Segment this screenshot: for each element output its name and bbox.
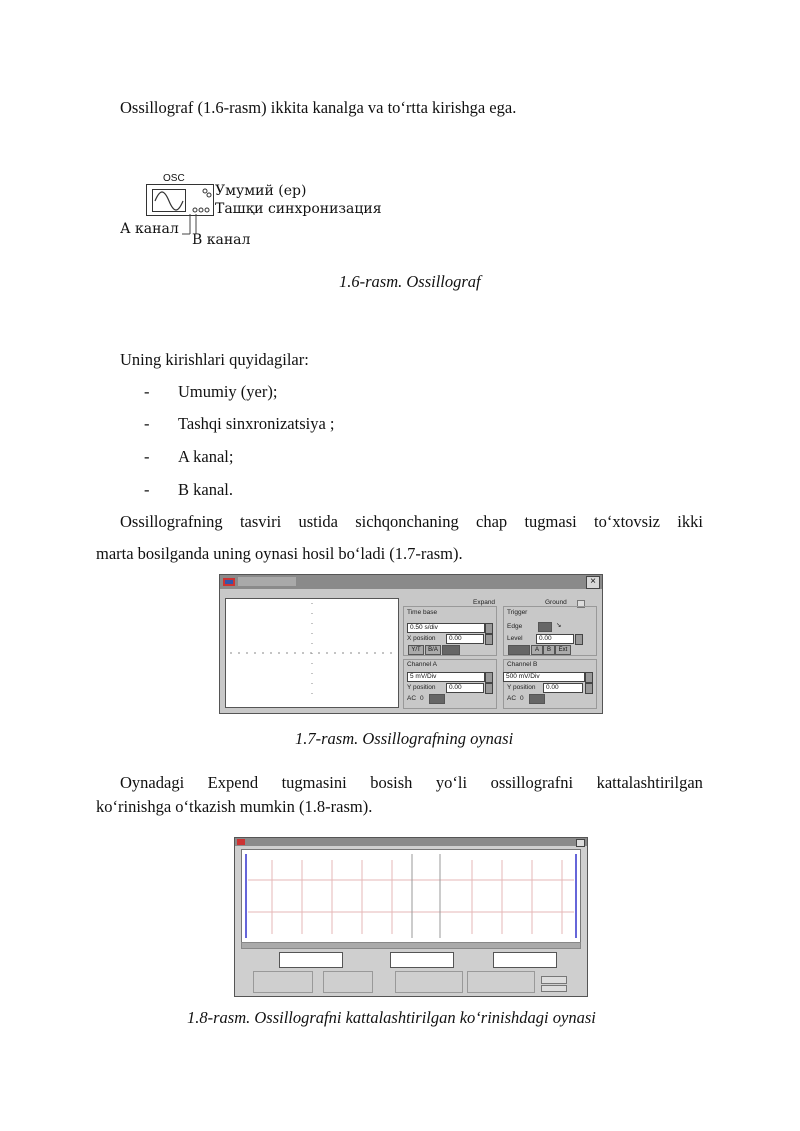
channel-b-label: В канал (192, 232, 251, 248)
y-position-a-spinner[interactable] (485, 683, 493, 694)
edge-rising-button[interactable] (538, 622, 552, 632)
paragraph-2-line-2: marta bosilganda uning oynasi hosil bo‘ladi (1.7-rasm). (96, 544, 463, 563)
channel-b-label: Channel B (507, 661, 538, 668)
expanded-scope-grid (242, 850, 580, 942)
scope-grid (226, 599, 398, 707)
horizontal-scrollbar[interactable] (241, 942, 581, 949)
word: kattalashtirilgan (596, 773, 703, 792)
word: bosish (370, 773, 413, 792)
word: ossillografni (490, 773, 574, 792)
channel-a-zero-button[interactable]: 0 (420, 695, 424, 702)
list-bullet: - (144, 382, 150, 401)
word: Oynadagi (120, 773, 185, 792)
channel-a-label: Channel A (407, 661, 437, 668)
readout-t2 (390, 952, 454, 968)
paragraph-3-line-1 (120, 773, 703, 793)
time-base-group (253, 971, 313, 993)
yt-button[interactable]: Y/T (408, 645, 424, 655)
sine-wave-icon (153, 190, 185, 211)
word: ikki (677, 512, 703, 531)
expanded-titlebar (235, 838, 587, 846)
expand-button[interactable]: Expand (473, 599, 496, 606)
y-position-b-field[interactable]: 0.00 (543, 683, 583, 693)
expanded-oscilloscope-window (234, 837, 588, 997)
channel-b-zero-button[interactable]: 0 (520, 695, 524, 702)
reduce-button[interactable] (541, 976, 567, 984)
window-title (238, 577, 296, 586)
reverse-button[interactable] (541, 985, 567, 992)
time-base-spinner[interactable] (485, 623, 493, 634)
channel-a-group (395, 971, 463, 993)
edge-label: Edge (507, 623, 523, 630)
word: Ossillografning (120, 512, 223, 531)
trigger-b-button[interactable]: B (543, 645, 555, 655)
channel-b-group (467, 971, 535, 993)
intro-paragraph: Ossillograf (1.6-rasm) ikkita kanalga va to‘rtta kirishga ega. (120, 98, 517, 117)
ba-button[interactable]: B/A (425, 645, 441, 655)
word: ustida (298, 512, 338, 531)
osc-label: OSC (163, 173, 185, 184)
list-bullet: - (144, 414, 150, 433)
trigger-ext-button[interactable]: Ext (555, 645, 571, 655)
word: tugmasini (281, 773, 347, 792)
channel-a-dc-button[interactable] (429, 694, 445, 704)
channel-a-scale-field[interactable]: 5 mV/Div (407, 672, 485, 682)
trigger-auto-button[interactable] (508, 645, 530, 655)
edge-falling-icon[interactable]: ↘ (556, 622, 562, 629)
y-position-a-field[interactable]: 0.00 (446, 683, 484, 693)
y-position-b-spinner[interactable] (585, 683, 593, 694)
word: tasviri (239, 512, 282, 531)
window-titlebar (220, 575, 602, 589)
oscilloscope-window (219, 574, 603, 714)
word: yo‘li (435, 773, 468, 792)
list-item: A kanal; (178, 447, 234, 466)
scope-display (225, 598, 399, 708)
time-base-label: Time base (407, 609, 438, 616)
ground-label: Умумий (ер) (215, 183, 307, 199)
list-item: B kanal. (178, 480, 233, 499)
x-position-label: X position (407, 635, 436, 642)
y-position-b-label: Y position (507, 684, 536, 691)
channel-a-ac-button[interactable]: AC (407, 695, 417, 702)
list-bullet: - (144, 447, 150, 466)
paragraph-3-line-2: ko‘rinishga o‘tkazish mumkin (1.8-rasm). (96, 797, 373, 816)
word: sichqonchaning (355, 512, 459, 531)
level-label: Level (507, 635, 523, 642)
word: Expend (207, 773, 259, 792)
dark-button[interactable] (442, 645, 460, 655)
caption-1-7: 1.7-rasm. Ossillografning oynasi (295, 729, 514, 748)
word: tugmasi (524, 512, 577, 531)
y-position-a-label: Y position (407, 684, 436, 691)
ext-sync-label: Ташқи синхронизация (215, 201, 382, 217)
list-item: Umumiy (yer); (178, 382, 278, 401)
trigger-label: Trigger (507, 609, 528, 616)
channel-b-scale-field[interactable]: 500 mV/Div (503, 672, 585, 682)
expanded-scope-display (241, 849, 581, 943)
word: to‘xtovsiz (594, 512, 660, 531)
terminals-icon (189, 185, 213, 215)
channel-b-scale-spinner[interactable] (585, 672, 593, 683)
close-button[interactable] (576, 839, 585, 847)
channel-b-ac-button[interactable]: AC (507, 695, 517, 702)
level-spinner[interactable] (575, 634, 583, 645)
time-base-field[interactable]: 0.50 s/div (407, 623, 485, 633)
readout-t1 (279, 952, 343, 968)
list-bullet: - (144, 480, 150, 499)
app-icon (237, 839, 245, 845)
channel-a-label: А канал (120, 221, 179, 237)
trigger-group (323, 971, 373, 993)
caption-1-6: 1.6-rasm. Ossillograf (339, 272, 481, 291)
x-position-field[interactable]: 0.00 (446, 634, 484, 644)
inputs-intro: Uning kirishlari quyidagilar: (120, 350, 309, 369)
caption-1-8: 1.8-rasm. Ossillografni kattalashtirilgan ko‘rinishdagi oynasi (187, 1008, 596, 1027)
x-position-spinner[interactable] (485, 634, 493, 645)
channel-a-scale-spinner[interactable] (485, 672, 493, 683)
readout-t2-t1 (493, 952, 557, 968)
close-button[interactable]: × (586, 576, 600, 589)
ground-label: Ground (545, 599, 567, 606)
osc-screen (152, 189, 186, 212)
level-field[interactable]: 0.00 (536, 634, 574, 644)
app-icon (222, 576, 236, 588)
list-item: Tashqi sinxronizatsiya ; (178, 414, 335, 433)
channel-b-dc-button[interactable] (529, 694, 545, 704)
paragraph-2-line-1 (120, 512, 703, 532)
word: chap (476, 512, 508, 531)
trigger-a-button[interactable]: A (531, 645, 543, 655)
